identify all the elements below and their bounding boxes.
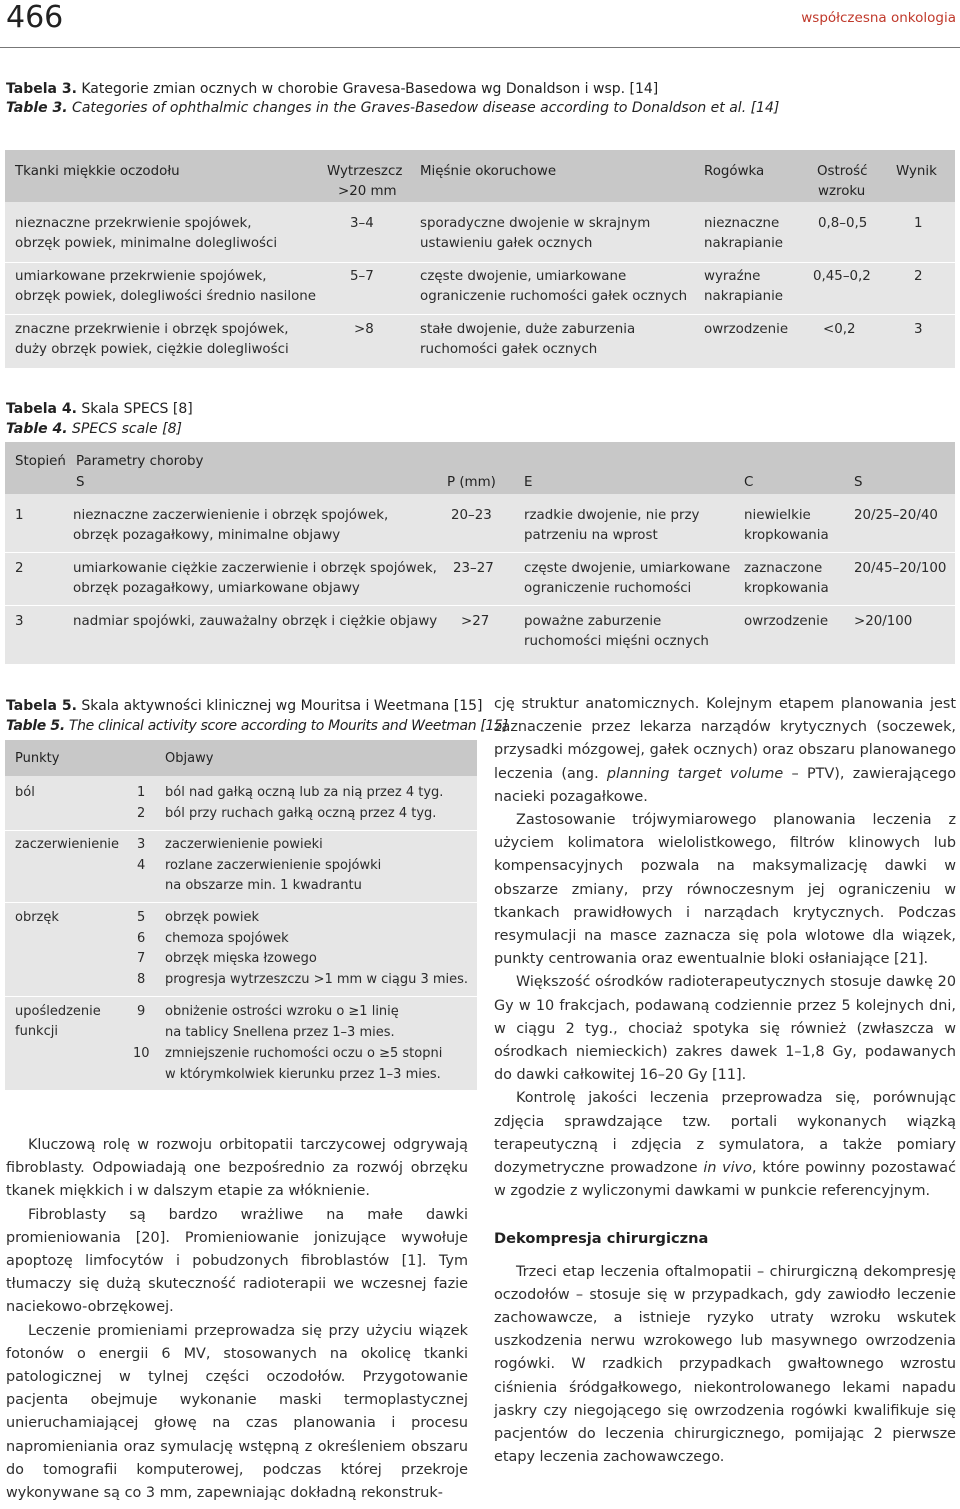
table4-caption-en-text: SPECS scale [8] bbox=[67, 421, 182, 437]
table3-r1-acuity: 0,8–0,5 bbox=[818, 216, 868, 231]
table5-item-text-cont: na tablicy Snellena przez 1–3 mies. bbox=[165, 1025, 395, 1040]
table4 bbox=[5, 442, 955, 664]
table5-item-text: obniżenie ostrości wzroku o ≥1 linię bbox=[165, 1004, 399, 1019]
paragraph: Zastosowanie trójwymiarowego planowania leczenia z użyciem kolimatora wielolistkowego, filtrów klinowych lub kompensacyjnych pozwala na maksymalizację dawki w obszarze zmiany, przy równoczesnym jej ograniczeniu w tkankach prawidłowych i narządach krytycznych. Podczas resymulacji na masce zaznacza się pola wlotowe dla wiązek, punkty centrowania oraz ewentualnie bloki osłaniające [21]. bbox=[494, 812, 956, 968]
table3-r2-cornea-2: nakrapianie bbox=[704, 289, 784, 304]
table3-r2-proptosis: 5–7 bbox=[350, 269, 374, 284]
table5-item-number: 7 bbox=[137, 951, 146, 966]
table4-header-params: Parametry choroby bbox=[76, 454, 204, 469]
table4-r2-grade: 2 bbox=[15, 561, 24, 576]
table3-r3-acuity: <0,2 bbox=[823, 322, 856, 337]
table3-r2-cornea-1: wyraźne bbox=[704, 269, 761, 284]
table4-caption-en bbox=[6, 420, 182, 438]
table4-r2-s2: 20/45–20/100 bbox=[854, 561, 947, 576]
table3-header-proptosis: Wytrzeszcz bbox=[327, 164, 403, 179]
table3-r1-soft-1: nieznaczne przekrwienie spojówek, bbox=[15, 216, 252, 231]
table5-item-text: progresja wytrzeszczu >1 mm w ciągu 3 mies. bbox=[165, 972, 469, 987]
text-run-italic: planning target volume bbox=[606, 765, 784, 782]
right-column-text bbox=[494, 693, 956, 1470]
table3-r3-muscles-2: ruchomości gałek ocznych bbox=[420, 342, 598, 357]
table3-r3-cornea-1: owrzodzenie bbox=[704, 322, 789, 337]
table5-caption-en bbox=[6, 717, 508, 735]
table4-r2-p: 23–27 bbox=[453, 561, 494, 576]
table4-r3-s-1: nadmiar spojówki, zauważalny obrzęk i ciężkie objawy bbox=[73, 614, 438, 629]
table5-row-divider bbox=[5, 902, 477, 903]
table4-r1-grade: 1 bbox=[15, 508, 24, 523]
table4-caption-pl-text: Skala SPECS [8] bbox=[76, 401, 193, 417]
table3-r1-cornea-2: nakrapianie bbox=[704, 236, 784, 251]
table3-header-cornea: Rogówka bbox=[704, 164, 765, 179]
table3-header-muscles: Mięśnie okoruchowe bbox=[420, 164, 557, 179]
table3-r2-acuity: 0,45–0,2 bbox=[813, 269, 871, 284]
table3-header-acuity-sub: wzroku bbox=[818, 184, 866, 199]
table4-row-divider bbox=[5, 605, 955, 606]
table5-caption-en-text: The clinical activity score according to Mourits and Weetman [15] bbox=[64, 718, 508, 734]
table4-r3-e-1: poważne zaburzenie bbox=[524, 614, 662, 629]
table4-r1-c-2: kropkowania bbox=[744, 528, 829, 543]
table5-group-impairment-cont: funkcji bbox=[15, 1024, 58, 1039]
table3-r2-muscles-1: częste dwojenie, umiarkowane bbox=[420, 269, 627, 284]
table3-r2-muscles-2: ograniczenie ruchomości gałek ocznych bbox=[420, 289, 688, 304]
table4-r3-grade: 3 bbox=[15, 614, 24, 629]
table5-header-row bbox=[5, 740, 477, 776]
table4-header-p: P (mm) bbox=[447, 475, 496, 490]
table4-r3-c-1: owrzodzenie bbox=[744, 614, 829, 629]
table3-header-acuity: Ostrość bbox=[817, 164, 868, 179]
table3-r1-muscles-1: sporadyczne dwojenie w skrajnym bbox=[420, 216, 651, 231]
journal-name: współczesna onkologia bbox=[801, 10, 956, 26]
table5-item-text-cont: na obszarze min. 1 kwadrantu bbox=[165, 878, 362, 893]
header-rule bbox=[0, 47, 960, 48]
table5-item-number: 4 bbox=[137, 858, 146, 873]
table3-r1-cornea-1: nieznaczne bbox=[704, 216, 780, 231]
table3-header-score: Wynik bbox=[896, 164, 937, 179]
table4-row-divider bbox=[5, 552, 955, 553]
table3-r2-soft-2: obrzęk powiek, dolegliwości średnio nasilone bbox=[15, 289, 317, 304]
table5-item-number: 1 bbox=[137, 785, 146, 800]
table5-item-number: 8 bbox=[137, 972, 146, 987]
paragraph: Trzeci etap leczenia oftalmopatii – chirurgiczną dekompresję oczodołów – stosuje się w przypadkach, gdy zawiodło leczenie zachowawcze, a istnieje ryzyko utraty wzroku wskutek uszkodzenia nerwu wzrokowego lub masywnego owrzodzenia rogówki. W rzadkich przypadkach gwałtownego wzrostu ciśnienia śródgałkowego, niekontrolowanego lekami napadu jaskry czy niegojącego się owrzodzenia rogówki kwalifikuje się pacjentów do leczenia chirurgicznego, pomijając 2 pierwsze etapy leczenia zachowawczego. bbox=[494, 1263, 956, 1466]
text-run: cję struktur anatomicznych. Kolejnym etapem planowania jest zaznaczenie przez lekarza narządów krytycznych (soczewek, przysadki mózgowej, gałek ocznych) oraz obszaru planowanego leczenia (ang. bbox=[494, 696, 956, 782]
paragraph: Fibroblasty są bardzo wrażliwe na małe dawki promieniowania [20]. Promieniowanie jonizujące wywołuje apoptozę limfocytów i pobudzonych fibroblastów [1]. Tym tłumaczy się dużą skuteczność radioterapii we wczesnej fazie naciekowo-obrzękowej. bbox=[6, 1206, 468, 1316]
table5-item-number: 3 bbox=[137, 837, 146, 852]
table5-item-text: chemoza spojówek bbox=[165, 931, 289, 946]
table5 bbox=[5, 740, 477, 1090]
table4-header-grade: Stopień bbox=[15, 454, 66, 469]
table5-item-number: 10 bbox=[133, 1046, 150, 1061]
table4-r1-s-2: obrzęk pozagałkowy, minimalne objawy bbox=[73, 528, 341, 543]
table3-r2-score: 2 bbox=[914, 269, 923, 284]
table4-r1-e-2: patrzeniu na wprost bbox=[524, 528, 658, 543]
table5-group-pain: ból bbox=[15, 785, 35, 800]
table3-r1-soft-2: obrzęk powiek, minimalne dolegliwości bbox=[15, 236, 278, 251]
table5-caption-pl-label: Tabela 5. bbox=[6, 698, 77, 714]
table3-caption-en bbox=[6, 99, 779, 117]
table4-r2-s-1: umiarkowanie ciężkie zaczerwienie i obrzęk spojówek, bbox=[73, 561, 437, 576]
table3-r3-proptosis: >8 bbox=[354, 322, 374, 337]
table5-row-divider bbox=[5, 996, 477, 997]
table3-r2-soft-1: umiarkowane przekrwienie spojówek, bbox=[15, 269, 267, 284]
table3-caption-pl-text: Kategorie zmian ocznych w chorobie Gravesa-Basedowa wg Donaldson i wsp. [14] bbox=[76, 81, 659, 97]
table3-r3-soft-1: znaczne przekrwienie i obrzęk spojówek, bbox=[15, 322, 289, 337]
paragraph bbox=[494, 1087, 956, 1203]
table3-caption-en-label: Table 3. bbox=[6, 100, 68, 116]
table4-r2-c-1: zaznaczone bbox=[744, 561, 823, 576]
table4-header-s: S bbox=[76, 475, 85, 490]
table5-item-number: 5 bbox=[137, 910, 146, 925]
table5-caption-pl bbox=[6, 697, 483, 715]
table3-r1-proptosis: 3–4 bbox=[350, 216, 374, 231]
table4-r1-s-1: nieznaczne zaczerwienienie i obrzęk spojówek, bbox=[73, 508, 389, 523]
table4-r1-e-1: rzadkie dwojenie, nie przy bbox=[524, 508, 700, 523]
table4-r3-s2: >20/100 bbox=[854, 614, 913, 629]
left-column-text bbox=[6, 1134, 468, 1505]
table5-header-symptoms: Objawy bbox=[165, 751, 214, 766]
text-run: Kontrolę jakości leczenia przeprowadza się, porównując zdjęcia sprawdzające tzw. portali wykonanych wiązką terapeutyczną i zdjęcia z symulatora, a także pomiary dozymetryczne prowadzone bbox=[494, 1090, 956, 1177]
table4-header-c: C bbox=[744, 475, 754, 490]
table3-caption-en-text: Categories of ophthalmic changes in the Graves-Basedow disease according to Donaldson et al. [14] bbox=[67, 100, 780, 116]
table3-row-divider bbox=[5, 314, 955, 315]
paragraph: Kluczową rolę w rozwoju orbitopatii tarczycowej odgrywają fibroblasty. Odpowiadają one bezpośrednio za rozwój obrzęku tkanek miękkich i w dalszym etapie za włóknienie. bbox=[6, 1137, 468, 1200]
table5-item-text: zaczerwienienie powieki bbox=[165, 837, 323, 852]
paragraph bbox=[494, 693, 956, 809]
table5-row-divider bbox=[5, 830, 477, 831]
table5-caption-en-label: Table 5. bbox=[6, 718, 65, 734]
table3-r1-muscles-2: ustawieniu gałek ocznych bbox=[420, 236, 593, 251]
table5-group-impairment: upośledzenie bbox=[15, 1004, 101, 1019]
table4-r1-s2: 20/25–20/40 bbox=[854, 508, 938, 523]
table5-item-text: obrzęk powiek bbox=[165, 910, 260, 925]
table4-caption-pl-label: Tabela 4. bbox=[6, 401, 77, 417]
table5-header-points: Punkty bbox=[15, 751, 60, 766]
table4-r2-s-2: obrzęk pozagałkowy, umiarkowane objawy bbox=[73, 581, 360, 596]
table5-group-redness: zaczerwienienie bbox=[15, 837, 120, 852]
table5-item-text: ból nad gałką oczną lub za nią przez 4 tyg. bbox=[165, 785, 444, 800]
table3-r3-score: 3 bbox=[914, 322, 923, 337]
table5-item-number: 9 bbox=[137, 1004, 146, 1019]
table4-r1-c-1: niewielkie bbox=[744, 508, 811, 523]
table4-caption-pl bbox=[6, 400, 193, 418]
table5-item-text: ból przy ruchach gałką oczną przez 4 tyg. bbox=[165, 806, 437, 821]
page-number: 466 bbox=[6, 0, 64, 35]
paragraph: Większość ośrodków radioterapeutycznych stosuje dawkę 20 Gy w 10 frakcjach, podawaną codziennie przez 5 kolejnych dni, w ciągu 2 tyg., chociaż spotyka się również (zwłaszcza w ośrodkach niemieckich) zakres dawek 1–1,8 Gy, podawanych do dawki całkowitej 16–20 Gy [11]. bbox=[494, 974, 956, 1084]
table5-item-text: zmniejszenie ruchomości oczu o ≥5 stopni bbox=[165, 1046, 443, 1061]
table3-r1-score: 1 bbox=[914, 216, 923, 231]
table5-item-text-cont: w którymkolwiek kierunku przez 1–3 mies. bbox=[165, 1067, 441, 1082]
table5-item-text: obrzęk mięska łzowego bbox=[165, 951, 317, 966]
table5-group-swelling: obrzęk bbox=[15, 910, 59, 925]
table4-r2-e-1: częste dwojenie, umiarkowane bbox=[524, 561, 731, 576]
table3-header-soft-tissue: Tkanki miękkie oczodołu bbox=[15, 164, 180, 179]
text-run: , które powinny pozostawać w zgodzie z wyliczonymi dawkami w punkcie referencyjnym. bbox=[494, 1160, 956, 1200]
text-run: – PTV), zawierającego nacieki pozagałkowe. bbox=[494, 765, 956, 805]
table4-r2-c-2: kropkowania bbox=[744, 581, 829, 596]
table3-caption-pl-label: Tabela 3. bbox=[6, 81, 77, 97]
section-heading: Dekompresja chirurgiczna bbox=[494, 1230, 709, 1248]
table3-caption-pl bbox=[6, 80, 658, 98]
table4-r3-p: >27 bbox=[461, 614, 490, 629]
table3-row-divider bbox=[5, 262, 955, 263]
table4-header-s2: S bbox=[854, 475, 863, 490]
table5-item-text: rozlane zaczerwienienie spojówki bbox=[165, 858, 382, 873]
table3-r3-muscles-1: stałe dwojenie, duże zaburzenia bbox=[420, 322, 636, 337]
table4-r2-e-2: ograniczenie ruchomości bbox=[524, 581, 692, 596]
table3-r3-soft-2: duży obrzęk powiek, ciężkie dolegliwości bbox=[15, 342, 289, 357]
table4-caption-en-label: Table 4. bbox=[6, 421, 68, 437]
table3 bbox=[5, 150, 955, 368]
table5-caption-pl-text: Skala aktywności klinicznej wg Mouritsa i Weetmana [15] bbox=[76, 698, 483, 714]
table3-header-proptosis-sub: >20 mm bbox=[338, 184, 397, 199]
paragraph: Leczenie promieniami przeprowadza się przy użyciu wiązek fotonów o energii 6 MV, stosowanych na okolicę tkanki patologicznej w tylnej części oczodołów. Przygotowanie pacjenta obejmuje wykonanie maski termoplastycznej unieruchamiającej głowę na czas planowania i procesu napromieniania oraz symulację wstępną z określeniem obszaru do tomografii komputerowej, podczas której przekroje wykonywane są co 3 mm, zapewniając dokładną rekonstruk- bbox=[6, 1322, 468, 1502]
table5-item-number: 6 bbox=[137, 931, 146, 946]
table4-header-e: E bbox=[524, 475, 533, 490]
text-run-italic: in vivo bbox=[703, 1160, 752, 1177]
table5-item-number: 2 bbox=[137, 806, 146, 821]
table4-r1-p: 20–23 bbox=[451, 508, 492, 523]
table4-r3-e-2: ruchomości mięśni ocznych bbox=[524, 634, 709, 649]
